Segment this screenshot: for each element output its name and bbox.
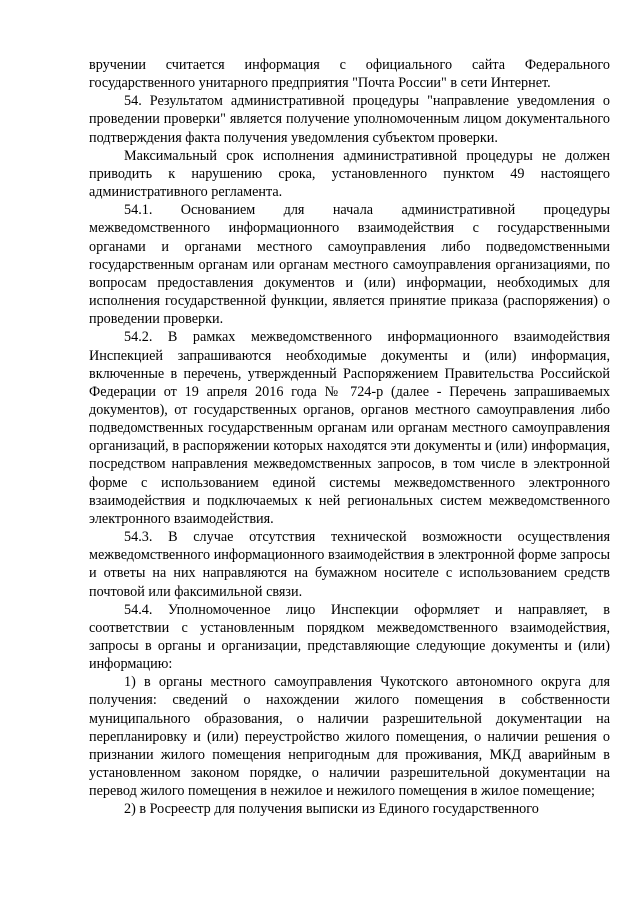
paragraph: 54.3. В случае отсутствия технической возможности осуществления межведомственного информационного взаимодействия в электронной форме запросы и ответы на них направляются на бумажном носителе с использованием средств почтовой или факсимильной связи. bbox=[89, 529, 610, 600]
paragraph: Максимальный срок исполнения административной процедуры не должен приводить к нарушению срока, установленного пунктом 49 настоящего административного регламента. bbox=[89, 147, 610, 201]
paragraph: 54.1. Основанием для начала административной процедуры межведомственного информационного взаимодействия с государственными органами и органами местного самоуправления либо подведомственными государственным органам или органам местного самоуправления организациями, по вопросам предоставления документов и (или) информации, необходимых для исполнения государственной функции, является принятие приказа (распоряжения) о проведении проверки. bbox=[89, 202, 610, 328]
paragraph: 2) в Росреестр для получения выписки из Единого государственного bbox=[124, 801, 539, 818]
paragraph: 1) в органы местного самоуправления Чукотского автономного округа для получения: сведений о нахождении жилого помещения в собственности муниципального образования, о наличии разрешительной документации на перепланировку и (или) переустройство жилого помещения, о наличии решения о признании жилого помещения непригодным для проживания, МКД аварийным в установленном законом порядке, о наличии разрешительной документации на перевод жилого помещения в нежилое и нежилого помещения в жилое помещение; bbox=[89, 674, 610, 800]
paragraph: 54.2. В рамках межведомственного информационного взаимодействия Инспекцией запрашиваются необходимые документы и (или) информация, включенные в перечень, утвержденный Распоряжением Правительства Российской Федерации от 19 апреля 2016 года № 724-р (далее - Перечень запрашиваемых документов), от государственных органов, органов местного самоуправления либо подведомственных государственным органам или органам местного самоуправления организаций, в распоряжении которых находятся эти документы и (или) информация, посредством направления межведомственных запросов, в том числе в электронной форме с использованием единой системы межведомственного электронного взаимодействия и подключаемых к ней региональных систем межведомственного электронного взаимодействия. bbox=[89, 329, 610, 527]
paragraph: вручении считается информация с официального сайта Федерального государственного унитарного предприятия "Почта России" в сети Интернет. bbox=[89, 57, 610, 92]
paragraph: 54.4. Уполномоченное лицо Инспекции оформляет и направляет, в соответствии с установленным порядком межведомственного взаимодействия, запросы в органы и организации, представляющие следующие документы и (или) информацию: bbox=[89, 601, 610, 673]
document-body bbox=[89, 56, 610, 819]
paragraph: 54. Результатом административной процедуры "направление уведомления о проведении проверки" является получение уполномоченным лицом документального подтверждения факта получения уведомления субъектом проверки. bbox=[89, 93, 610, 146]
